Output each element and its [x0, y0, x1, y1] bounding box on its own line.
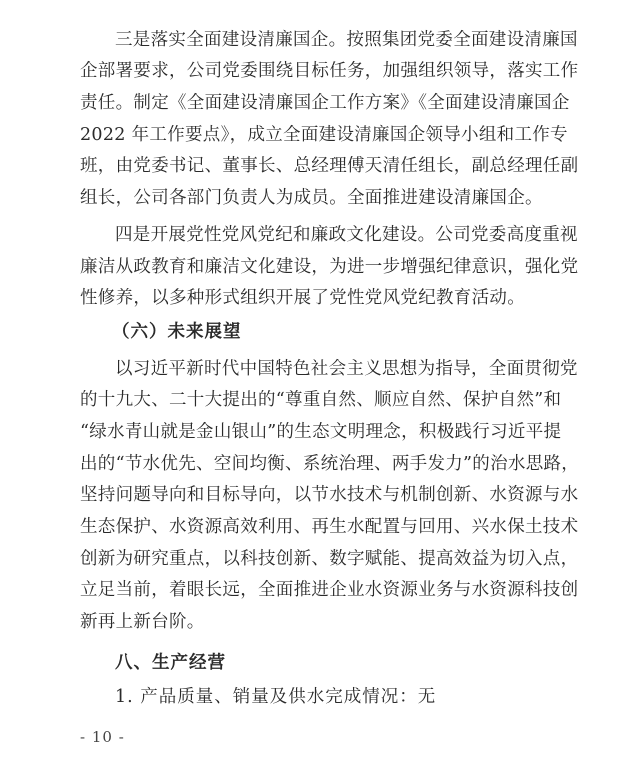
paragraph-line: 的十九大、二十大提出的“尊重自然、顺应自然、保护自然”和 [80, 390, 562, 410]
paragraph-line: 性修养，以多种形式组织开展了党性党风党纪教育活动。 [80, 288, 525, 308]
list-item: 1. 产品质量、销量及供水完成情况：无 [115, 687, 437, 707]
section-heading: 八、生产经营 [115, 653, 226, 673]
paragraph-line: 企部署要求，公司党委围绕目标任务，加强组织领导，落实工作 [80, 61, 579, 81]
paragraph-line: 以习近平新时代中国特色社会主义思想为指导，全面贯彻党 [115, 359, 578, 379]
paragraph-line: 班，由党委书记、董事长、总经理傅天清任组长，副总经理任副 [80, 156, 579, 176]
page-number: - 10 - [80, 728, 125, 746]
paragraph-line: 生态保护、水资源高效利用、再生水配置与回用、兴水保土技术 [80, 517, 579, 537]
paragraph-line: “绿水青山就是金山银山”的生态文明理念，积极践行习近平提 [80, 422, 562, 442]
paragraph-line: 廉洁从政教育和廉洁文化建设，为进一步增强纪律意识，强化党 [80, 257, 579, 277]
subheading: （六）未来展望 [112, 322, 242, 342]
paragraph-line: 组长，公司各部门负责人为成员。全面推进建设清廉国企。 [80, 188, 543, 208]
paragraph-line: 坚持问题导向和目标导向，以节水技术与机制创新、水资源与水 [80, 485, 579, 505]
paragraph-line: 出的“节水优先、空间均衡、系统治理、两手发力”的治水思路， [80, 454, 580, 474]
paragraph-line: 责任。制定《全面建设清廉国企工作方案》《全面建设清廉国企 [80, 93, 570, 113]
paragraph-line: 立足当前，着眼长远，全面推进企业水资源业务与水资源科技创 [80, 580, 579, 600]
paragraph-line: 创新为研究重点，以科技创新、数字赋能、提高效益为切入点， [80, 549, 579, 569]
paragraph-line: 四是开展党性党风党纪和廉政文化建设。公司党委高度重视 [115, 225, 578, 245]
paragraph-line: 新再上新台阶。 [80, 612, 205, 632]
paragraph-line: 三是落实全面建设清廉国企。按照集团党委全面建设清廉国 [115, 30, 578, 50]
paragraph-line: 2022 年工作要点》，成立全面建设清廉国企领导小组和工作专 [80, 125, 568, 145]
